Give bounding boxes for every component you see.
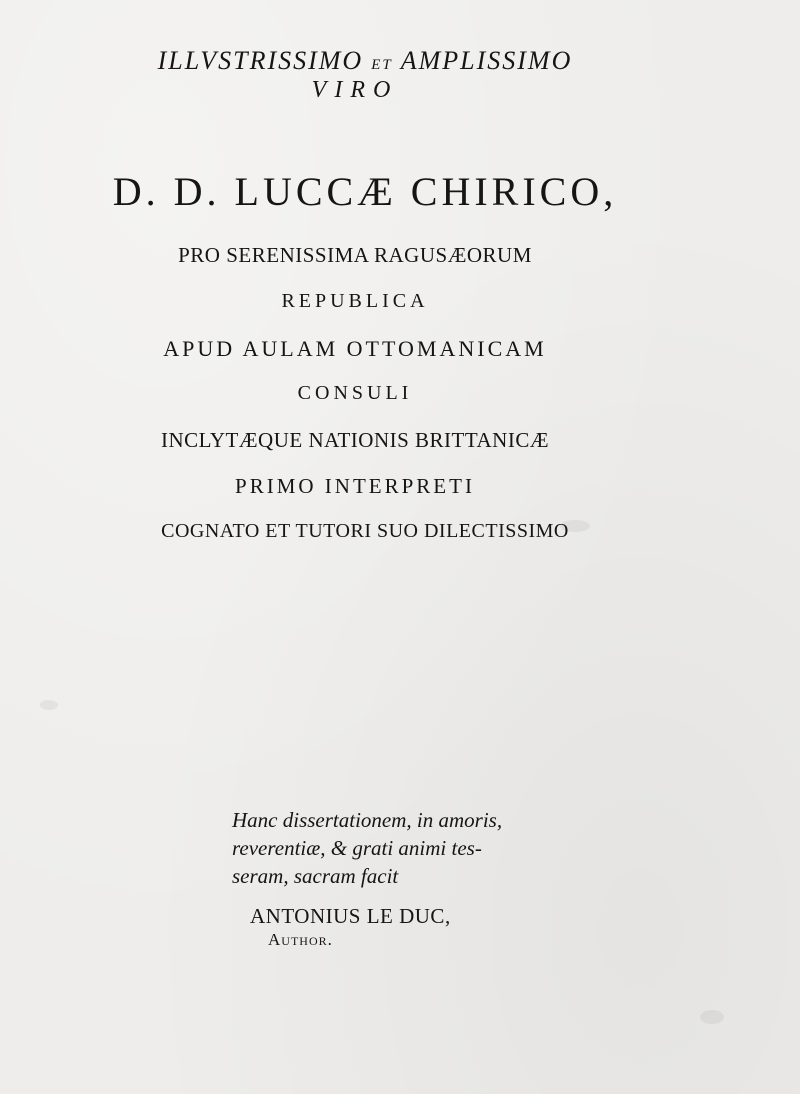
title-line-2: REPUBLICA (281, 290, 429, 312)
heading-word-illustrissimo: ILLVSTRISSIMO (157, 46, 364, 75)
heading-viro: VIRO (311, 77, 399, 103)
paper-stain (40, 700, 58, 710)
dedication-line-1: Hanc dissertationem, in amoris, (232, 808, 503, 832)
heading-word-amplissimo: AMPLISSIMO (400, 46, 573, 75)
title-line-1: PRO SERENISSIMA RAGUSÆORUM (178, 243, 532, 267)
paper-stain (700, 1010, 724, 1024)
title-line-6: PRIMO INTERPRETI (235, 474, 475, 498)
honoree-name: D. D. LUCCÆ CHIRICO, (112, 169, 618, 214)
heading-word-et: ET (371, 57, 393, 73)
dedication-line-2: reverentiæ, & grati animi tes- (232, 836, 482, 860)
title-line-4: CONSULI (297, 382, 413, 404)
title-line-5: INCLYTÆQUE NATIONIS BRITTANICÆ (160, 428, 550, 452)
dedication-heading (0, 46, 800, 76)
dedication-text (232, 806, 572, 890)
author-name: ANTONIUS LE DUC, (250, 904, 451, 928)
dedication-line-3: seram, sacram facit (232, 864, 399, 888)
author-role: Author. (268, 930, 333, 949)
title-line-7: COGNATO ET TUTORI SUO DILECTISSIMO (161, 520, 569, 542)
title-line-3: APUD AULAM OTTOMANICAM (163, 336, 547, 361)
